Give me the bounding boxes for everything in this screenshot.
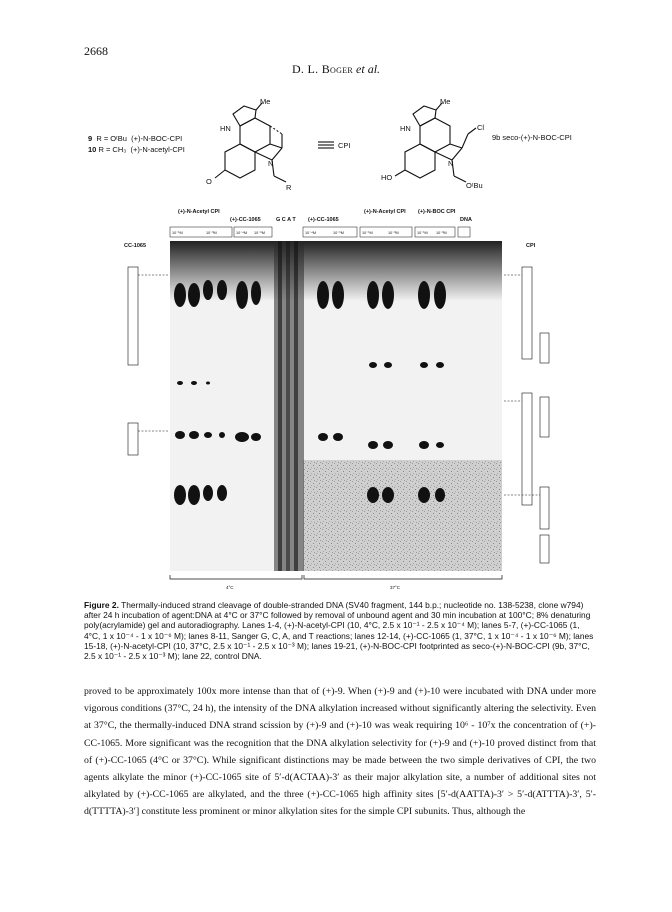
structure-9b-label: 9b seco-(+)-N-BOC-CPI [492,133,572,142]
atom-n-right: N [448,159,454,168]
atom-obu: OᵗBu [466,181,483,190]
atom-o-left: O [206,177,212,186]
gel-top-label-4: (+)-CC-1065 [308,217,339,223]
gel-autoradiograph [118,205,574,595]
gel-left-tag: CC-1065 [124,243,147,249]
running-head-author: D. L. Boger [291,62,354,76]
structure-legend-left [88,133,185,155]
atom-n-left: N [268,159,274,168]
atom-cl: Cl [477,123,485,132]
conc-label-1: 10⁻¹M [172,231,183,235]
gel-top-label-7: DNA [460,217,472,223]
gel-top-label-5: (+)-N-Acetyl CPI [364,209,406,215]
atom-r: R [286,183,292,192]
conc-label-3: 10⁻⁴M [236,231,248,235]
conc-label-4: 10⁻⁶M [254,231,265,235]
atom-me-right: Me [440,98,451,106]
gel-top-label-2: (+)-CC-1065 [230,217,261,223]
conc-label-9: 10⁻¹M [417,231,428,235]
gel-top-label-1: (+)-N-Acetyl CPI [178,209,220,215]
gel-right-tag: CPI [526,243,536,249]
chemical-structures [200,98,610,198]
running-head-suffix: et al. [356,62,381,76]
conc-label-8: 10⁻³M [388,231,399,235]
atom-hn-left: HN [220,124,231,133]
gel-top-label-3: G C A T [276,217,296,223]
bottom-label-37c: 37°C [390,585,401,590]
left-sequence-boxes [128,267,168,455]
gel-lower-haze [303,460,502,571]
running-head [0,62,672,77]
body-text [84,683,596,821]
figure-caption-text: Thermally-induced strand cleavage of double-stranded DNA (SV40 fragment, 144 b.p.; nucleotide no. 138-5238, clone w794) after 24 h incubation of agent:DNA at 4°C or 37°C followed by removal of unbound agent and 30 min incubation at 100°C; 8% denaturing poly(acrylamide) gel and autoradiography. Lanes 1-4, (+)-N-acetyl-CPI (10, 4°C, 2.5 x 10⁻¹ - 2.5 x 10⁻⁴ M); lanes 5-7, (+)-CC-1065 (1, 4°C, 1 x 10⁻⁴ - 1 x 10⁻⁶ M); lanes 8-11, Sanger G, C, A, and T reactions; lanes 12-14, (+)-CC-1065 (1, 37°C, 1 x 10⁻⁴ - 1 x 10⁻⁶ M); lanes 15-18, (+)-N-acetyl-CPI (10, 37°C, 2.5 x 10⁻¹ - 2.5 x 10⁻³ M); lanes 19-21, (+)-N-BOC-CPI footprinted as seco-(+)-N-BOC-CPI (9b, 37°C, 2.5 x 10⁻¹ - 2.5 x 10⁻³ M); lane 22, control DNA. [84,600,594,662]
conc-label-7: 10⁻¹M [362,231,373,235]
bottom-label-4c: 4°C [226,585,234,590]
body-paragraph: proved to be approximately 100x more intense than that of (+)-9. When (+)-9 and (+)-10 were incubated with DNA under more vigorous conditions (37°C, 24 h), the intensity of the DNA alkylation increased without significantly altering the selectivity. Even at 37°C, the thermally-induced DNA strand scission by (+)-9 and (+)-10 was weak requiring 10⁶ - 10⁷x the concentration of (+)-CC-1065. More significant was the recognition that the DNA alkylation selectivity for (+)-9 and (+)-10 proved distinct from that of (+)-CC-1065 (4°C or 37°C). While significant distinctions may be made between the two simple derivatives of CPI, the two agents alkylate the minor (+)-CC-1065 site of 5′-d(ACTAA)-3′ as their major alkylation site, a number of additional sites not alkylated by (+)-CC-1065 are alkylated, and the three (+)-CC-1065 high affinity sites [5′-d(AATTA)-3′ > 5′-d(ATTTA)-3′, 5′-d(TTTTA)-3′] constitute less prominent or minor alkylation sites for the simple CPI subunits. Thus, although the [84,686,596,818]
atom-ho: HO [381,173,393,182]
conc-label-5: 10⁻⁴M [305,231,317,235]
page-number: 2668 [84,44,108,58]
atom-me-left: Me [260,98,271,106]
structure-10-label: 10 R = CH₃ (+)-N-acetyl-CPI [88,145,185,154]
structure-9-label: 9 R = OᵗBu (+)-N-BOC-CPI [88,134,183,143]
figure-caption [84,600,594,661]
atom-hn-right: HN [400,124,411,133]
gel-top-label-6: (+)-N-BOC CPI [418,209,456,215]
conc-label-10: 10⁻³M [436,231,447,235]
equiv-label: CPI [338,141,351,150]
conc-label-2: 10⁻³M [206,231,217,235]
right-sequence-boxes [504,267,549,563]
conc-label-6: 10⁻⁶M [333,231,344,235]
figure-caption-label: Figure 2. [84,600,119,610]
